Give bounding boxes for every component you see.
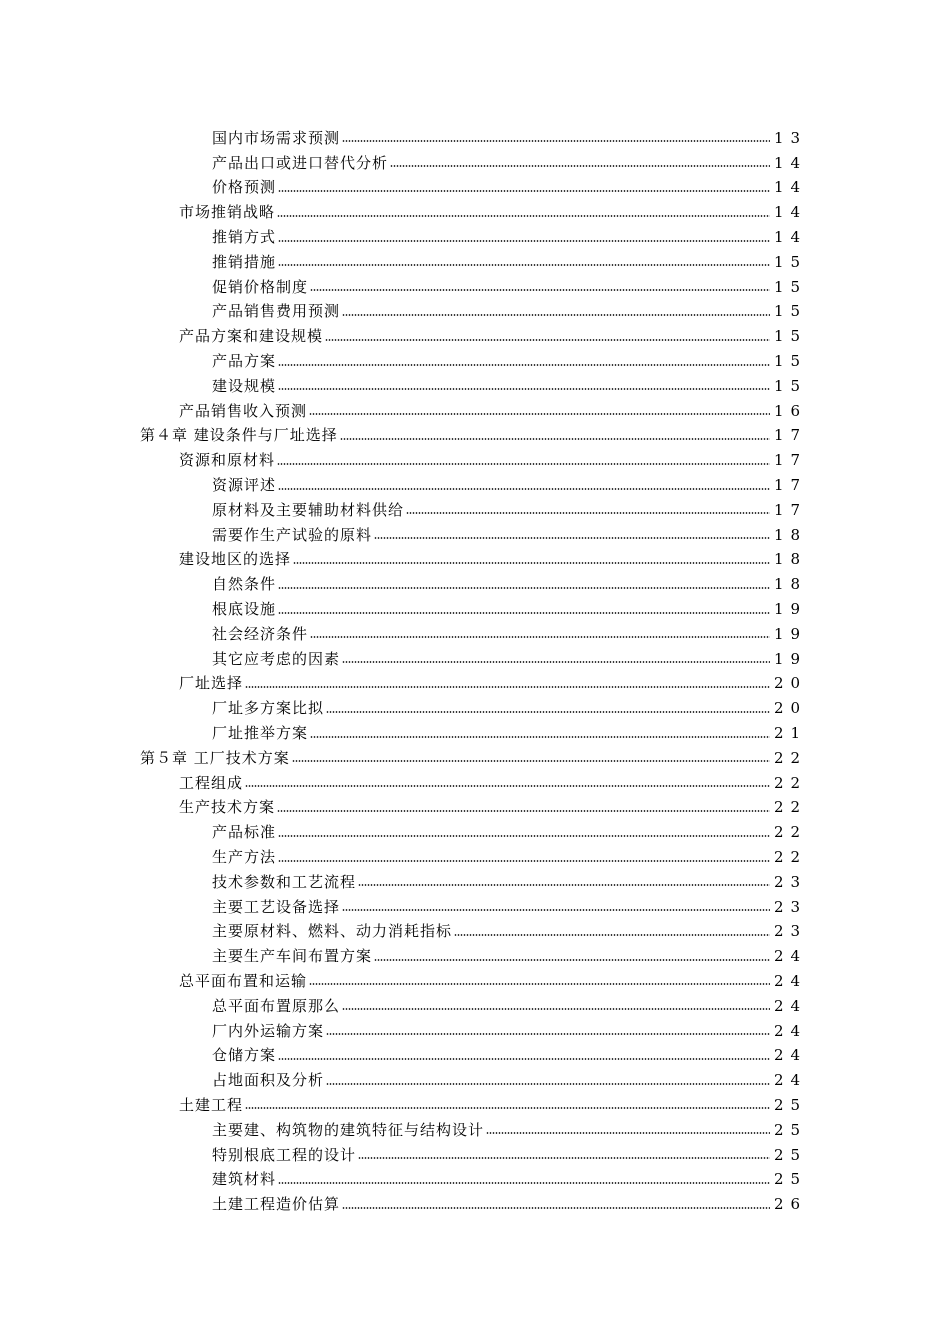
toc-section-entry[interactable] <box>0 771 950 796</box>
toc-entry-page-number: 25 <box>774 1120 808 1139</box>
toc-subsection-entry[interactable] <box>0 572 950 597</box>
toc-subsection-entry[interactable] <box>0 225 950 250</box>
toc-entry-title: 推销措施 <box>212 252 277 271</box>
toc-entry-title: 生产技术方案 <box>179 798 276 817</box>
toc-entry-title: 主要原材料、燃料、动力消耗指标 <box>212 922 453 941</box>
toc-entry-page-number: 15 <box>774 327 808 346</box>
toc-dot-leader <box>326 1083 770 1085</box>
toc-subsection-entry[interactable] <box>0 300 950 325</box>
toc-entry-title: 促销价格制度 <box>212 277 309 296</box>
toc-entry-title: 市场推销战略 <box>179 203 276 222</box>
toc-entry-title: 建设地区的选择 <box>179 550 292 569</box>
toc-subsection-entry[interactable] <box>0 275 950 300</box>
toc-subsection-entry[interactable] <box>0 1043 950 1068</box>
toc-entry-page-number: 15 <box>774 252 808 271</box>
toc-entry-title: 产品销售收入预测 <box>179 401 308 420</box>
toc-subsection-entry[interactable] <box>0 895 950 920</box>
toc-entry-title: 建筑材料 <box>212 1170 277 1189</box>
toc-chapter-entry[interactable] <box>0 424 950 449</box>
toc-entry-title: 第５章 工厂技术方案 <box>140 748 290 767</box>
toc-section-entry[interactable] <box>0 324 950 349</box>
toc-entry-page-number: 14 <box>774 228 808 247</box>
toc-entry-title: 占地面积及分析 <box>212 1071 325 1090</box>
toc-section-entry[interactable] <box>0 672 950 697</box>
toc-dot-leader <box>342 909 770 911</box>
toc-dot-leader <box>278 488 770 490</box>
toc-subsection-entry[interactable] <box>0 176 950 201</box>
toc-dot-leader <box>245 785 770 787</box>
toc-entry-title: 生产方法 <box>212 848 277 866</box>
toc-entry-page-number: 15 <box>774 352 808 371</box>
toc-entry-title: 总平面布置和运输 <box>179 971 308 990</box>
toc-dot-leader <box>245 686 770 688</box>
toc-entry-title: 土建工程 <box>179 1095 244 1114</box>
toc-subsection-entry[interactable] <box>0 1143 950 1168</box>
toc-dot-leader <box>325 339 770 341</box>
toc-subsection-entry[interactable] <box>0 597 950 622</box>
toc-dot-leader <box>374 537 770 539</box>
toc-entry-page-number: 17 <box>774 500 808 519</box>
toc-subsection-entry[interactable] <box>0 1118 950 1143</box>
toc-dot-leader <box>278 264 770 266</box>
toc-entry-title: 厂址多方案比拟 <box>212 699 325 718</box>
toc-subsection-entry[interactable] <box>0 374 950 399</box>
toc-entry-page-number: 19 <box>774 600 808 619</box>
toc-entry-title: 资源评述 <box>212 476 277 495</box>
toc-dot-leader <box>342 1207 770 1209</box>
toc-subsection-entry[interactable] <box>0 622 950 647</box>
toc-entry-page-number: 20 <box>774 674 808 693</box>
toc-subsection-entry[interactable] <box>0 994 950 1019</box>
toc-entry-page-number: 23 <box>774 872 808 891</box>
toc-entry-title: 社会经济条件 <box>212 624 309 643</box>
toc-section-entry[interactable] <box>0 1093 950 1118</box>
toc-subsection-entry[interactable] <box>0 944 950 969</box>
toc-entry-page-number: 25 <box>774 1170 808 1189</box>
toc-dot-leader <box>292 760 770 762</box>
toc-entry-page-number: 17 <box>774 426 808 445</box>
toc-dot-leader <box>278 388 770 390</box>
toc-entry-page-number: 24 <box>774 971 808 990</box>
toc-entry-page-number: 23 <box>774 897 808 916</box>
toc-entry-page-number: 26 <box>774 1195 808 1214</box>
toc-entry-page-number: 16 <box>774 401 808 420</box>
toc-entry-page-number: 15 <box>774 302 808 321</box>
toc-dot-leader <box>278 1182 770 1184</box>
toc-dot-leader <box>310 289 770 291</box>
toc-subsection-entry[interactable] <box>0 473 950 498</box>
toc-subsection-entry[interactable] <box>0 1192 950 1217</box>
toc-dot-leader <box>342 140 770 142</box>
toc-entry-page-number: 14 <box>774 203 808 222</box>
toc-entry-title: 主要工艺设备选择 <box>212 897 341 916</box>
toc-dot-leader <box>309 413 770 415</box>
toc-dot-leader <box>309 983 770 985</box>
toc-dot-leader <box>278 1058 770 1060</box>
toc-dot-leader <box>374 959 770 961</box>
toc-entry-page-number: 24 <box>774 947 808 966</box>
toc-entry-title: 主要生产车间布置方案 <box>212 947 373 966</box>
toc-dot-leader <box>454 934 770 936</box>
toc-entry-title: 需要作生产试验的原料 <box>212 525 373 544</box>
toc-entry-page-number: 14 <box>774 178 808 197</box>
toc-dot-leader <box>278 587 770 589</box>
toc-dot-leader <box>358 1157 770 1159</box>
toc-dot-leader <box>277 810 770 812</box>
toc-entry-page-number: 24 <box>774 1021 808 1040</box>
toc-subsection-entry[interactable] <box>0 721 950 746</box>
toc-entry-title: 仓储方案 <box>212 1046 277 1065</box>
toc-entry-page-number: 23 <box>774 922 808 941</box>
toc-subsection-entry[interactable] <box>0 349 950 374</box>
toc-dot-leader <box>340 438 770 440</box>
toc-entry-title: 根底设施 <box>212 600 277 619</box>
toc-dot-leader <box>342 661 770 663</box>
toc-entry-page-number: 18 <box>774 525 808 544</box>
toc-dot-leader <box>390 165 770 167</box>
toc-entry-page-number: 19 <box>774 649 808 668</box>
toc-dot-leader <box>342 314 770 316</box>
toc-entry-page-number: 22 <box>774 773 808 792</box>
toc-entry-title: 土建工程造价估算 <box>212 1195 341 1214</box>
toc-entry-page-number: 13 <box>774 128 808 147</box>
toc-entry-title: 产品销售费用预测 <box>212 302 341 321</box>
toc-subsection-entry[interactable] <box>0 523 950 548</box>
toc-entry-page-number: 18 <box>774 550 808 569</box>
toc-entry-page-number: 22 <box>774 848 808 866</box>
toc-dot-leader <box>278 860 770 862</box>
toc-subsection-entry[interactable] <box>0 820 950 845</box>
toc-dot-leader <box>278 835 770 837</box>
toc-dot-leader <box>310 636 770 638</box>
toc-entry-page-number: 15 <box>774 376 808 395</box>
toc-subsection-entry[interactable] <box>0 696 950 721</box>
toc-dot-leader <box>326 711 770 713</box>
toc-subsection-entry[interactable] <box>0 1167 950 1192</box>
toc-entry-page-number: 19 <box>774 624 808 643</box>
toc-entry-title: 厂址推举方案 <box>212 724 309 743</box>
toc-dot-leader <box>278 612 770 614</box>
toc-entry-title: 资源和原材料 <box>179 451 276 470</box>
toc-subsection-entry[interactable] <box>0 647 950 672</box>
toc-entry-title: 产品方案 <box>212 352 277 371</box>
toc-entry-title: 工程组成 <box>179 773 244 792</box>
toc-dot-leader <box>486 1132 770 1134</box>
toc-entry-title: 产品方案和建设规模 <box>179 327 324 346</box>
toc-entry-title: 推销方式 <box>212 228 277 247</box>
toc-section-entry[interactable] <box>0 399 950 424</box>
toc-section-entry[interactable] <box>0 969 950 994</box>
toc-section-entry[interactable] <box>0 448 950 473</box>
toc-dot-leader <box>278 190 770 192</box>
toc-subsection-entry[interactable] <box>0 870 950 895</box>
toc-entry-title: 技术参数和工艺流程 <box>212 872 357 891</box>
toc-entry-page-number: 15 <box>774 277 808 296</box>
toc-entry-title: 其它应考虑的因素 <box>212 649 341 668</box>
toc-subsection-entry[interactable] <box>0 1068 950 1093</box>
toc-entry-page-number: 14 <box>774 153 808 172</box>
toc-entry-title: 自然条件 <box>212 575 277 594</box>
toc-entry-title: 特别根底工程的设计 <box>212 1145 357 1164</box>
toc-entry-title: 原材料及主要辅助材料供给 <box>212 500 405 519</box>
toc-chapter-entry[interactable] <box>0 746 950 771</box>
toc-dot-leader <box>406 512 770 514</box>
toc-entry-title: 主要建、构筑物的建筑特征与结构设计 <box>212 1120 485 1139</box>
toc-entry-page-number: 24 <box>774 1046 808 1065</box>
toc-dot-leader <box>278 364 770 366</box>
toc-subsection-entry[interactable] <box>0 250 950 275</box>
toc-entry-title: 建设规模 <box>212 376 277 395</box>
toc-dot-leader <box>245 1107 770 1109</box>
toc-entry-page-number: 21 <box>774 724 808 743</box>
toc-entry-page-number: 24 <box>774 996 808 1015</box>
toc-dot-leader <box>358 884 770 886</box>
toc-entry-page-number: 22 <box>774 748 808 767</box>
toc-section-entry[interactable] <box>0 796 950 821</box>
toc-entry-title: 总平面布置原那么 <box>212 996 341 1015</box>
toc-entry-page-number: 20 <box>774 699 808 718</box>
toc-dot-leader <box>310 736 770 738</box>
toc-entry-page-number: 18 <box>774 575 808 594</box>
toc-subsection-entry[interactable] <box>0 151 950 176</box>
toc-dot-leader <box>326 1033 770 1035</box>
toc-section-entry[interactable] <box>0 548 950 573</box>
toc-section-entry[interactable] <box>0 200 950 225</box>
toc-entry-title: 厂内外运输方案 <box>212 1021 325 1040</box>
toc-dot-leader <box>342 1008 770 1010</box>
toc-entry-page-number: 25 <box>774 1145 808 1164</box>
toc-dot-leader <box>277 463 770 465</box>
table-of-contents <box>0 126 950 1217</box>
toc-entry-page-number: 22 <box>774 823 808 842</box>
toc-dot-leader <box>277 215 770 217</box>
toc-subsection-entry[interactable] <box>0 126 950 151</box>
toc-entry-page-number: 17 <box>774 451 808 470</box>
toc-subsection-entry[interactable] <box>0 498 950 523</box>
toc-entry-title: 国内市场需求预测 <box>212 128 341 147</box>
toc-dot-leader <box>293 562 770 564</box>
toc-entry-title: 第４章 建设条件与厂址选择 <box>140 426 338 445</box>
toc-dot-leader <box>278 240 770 242</box>
toc-entry-title: 产品标准 <box>212 823 277 842</box>
toc-entry-page-number: 17 <box>774 476 808 495</box>
toc-entry-page-number: 25 <box>774 1095 808 1114</box>
toc-entry-title: 厂址选择 <box>179 674 244 693</box>
toc-subsection-entry[interactable] <box>0 1019 950 1044</box>
toc-subsection-entry[interactable] <box>0 845 950 870</box>
toc-entry-page-number: 22 <box>774 798 808 817</box>
toc-entry-page-number: 24 <box>774 1071 808 1090</box>
toc-subsection-entry[interactable] <box>0 920 950 945</box>
toc-entry-title: 产品出口或进口替代分析 <box>212 153 389 172</box>
toc-entry-title: 价格预测 <box>212 178 277 197</box>
